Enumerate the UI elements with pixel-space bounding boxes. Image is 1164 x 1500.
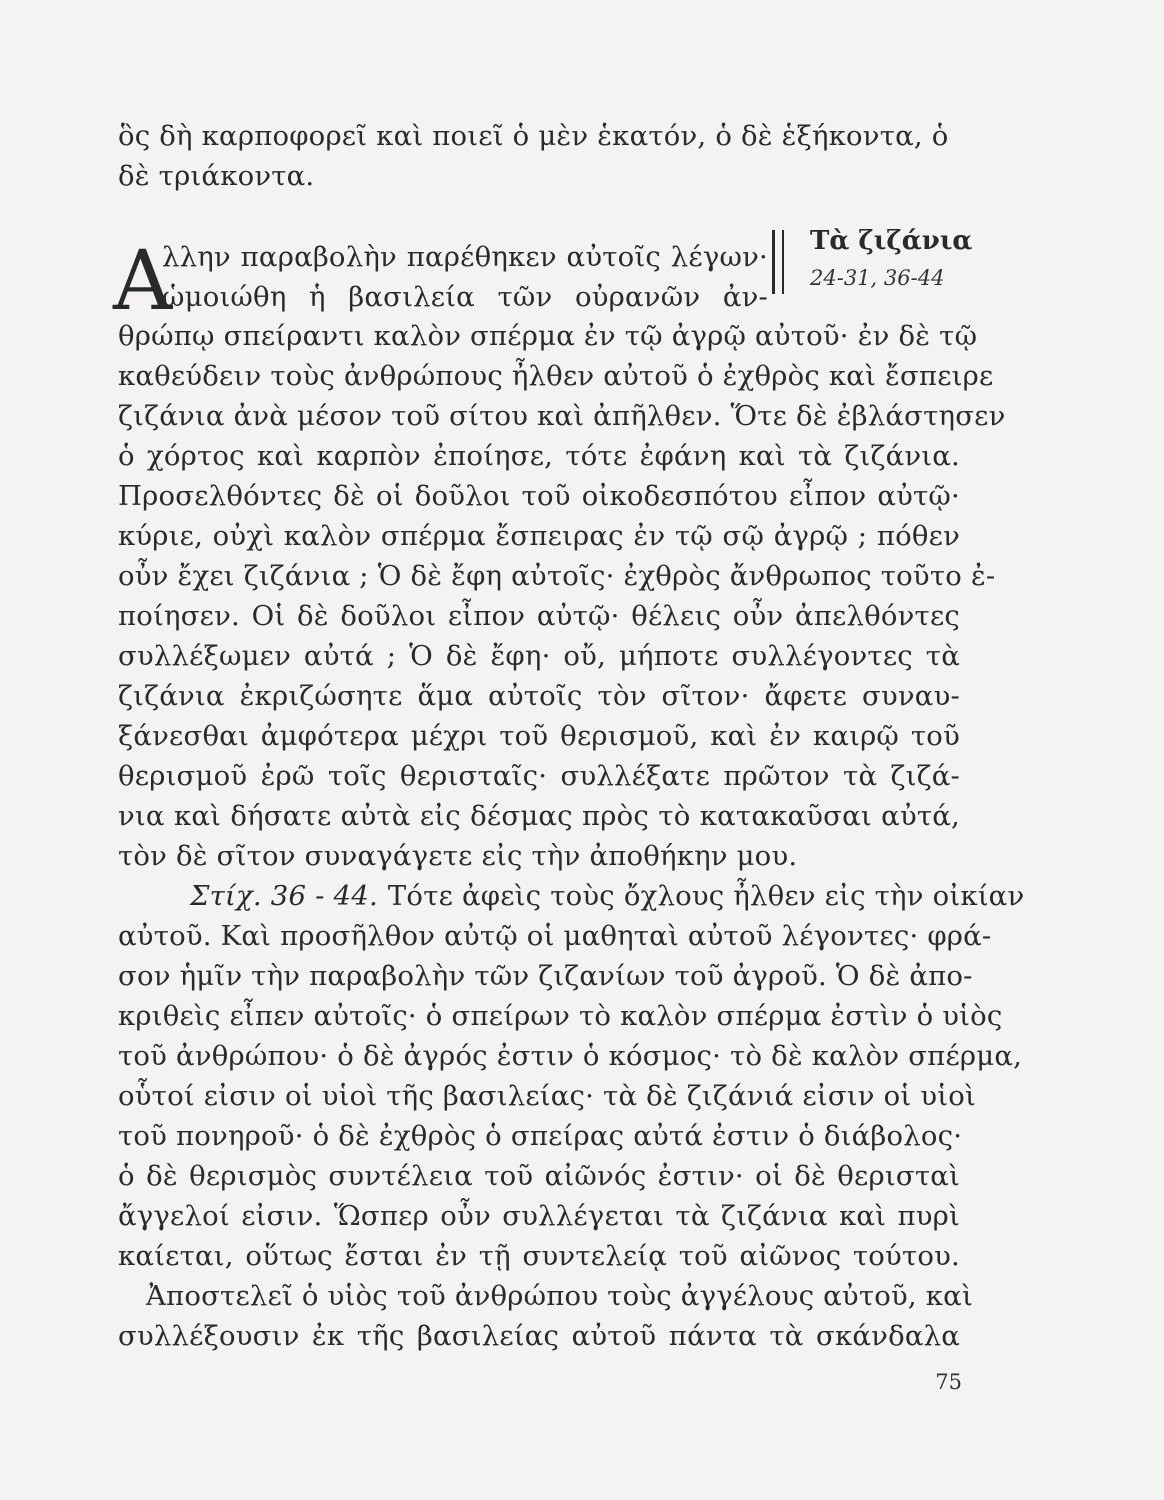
text-line-24: οὗτοί εἰσιν οἱ υἱοὶ τῆς βασιλείας· τὰ δὲ ζιζάνιά εἰσιν οἱ υἱοὶ: [118, 1080, 976, 1112]
text-line-1: ὃς δὴ καρποφορεῖ καὶ ποιεῖ ὁ μὲν ἑκατόν, ὁ δὲ ἑξήκοντα, ὁ: [118, 120, 949, 152]
text-line-4: ὡμοιώθη ἡ βασιλεία τῶν οὐρανῶν ἀν-: [162, 281, 768, 313]
text-line-8: ὁ χόρτος καὶ καρπὸν ἐποίησε, τότε ἐφάνη καὶ τὰ ζιζάνια.: [118, 440, 960, 472]
margin-rule: [772, 230, 775, 294]
text-line-10: κύριε, οὐχὶ καλὸν σπέρμα ἔσπειρας ἐν τῷ σῷ ἀγρῷ ; πόθεν: [118, 520, 960, 552]
text-line-11: οὖν ἔχει ζιζάνια ; Ὁ δὲ ἔφη αὐτοῖς· ἐχθρὸς ἄνθρωπος τοῦτο ἐ-: [118, 560, 996, 592]
text-line-19-body: Τότε ἀφεὶς τοὺς ὄχλους ἦλθεν εἰς τὴν οἰκίαν: [387, 880, 1025, 912]
text-line-30: συλλέξουσιν ἐκ τῆς βασιλείας αὐτοῦ πάντα τὰ σκάνδαλα: [118, 1320, 960, 1352]
text-line-22: κριθεὶς εἶπεν αὐτοῖς· ὁ σπείρων τὸ καλὸν σπέρμα ἐστὶν ὁ υἱὸς: [118, 1000, 1003, 1032]
margin-rule-thin: [782, 230, 784, 294]
text-line-7: ζιζάνια ἀνὰ μέσον τοῦ σίτου καὶ ἀπῆλθεν. Ὅτε δὲ ἐβλάστησεν: [118, 400, 1006, 432]
text-line-29: Ἀποστελεῖ ὁ υἱὸς τοῦ ἀνθρώπου τοὺς ἀγγέλους αὐτοῦ, καὶ: [146, 1280, 973, 1312]
page-number: 75: [935, 1370, 962, 1394]
verse-reference: Στίχ. 36 - 44.: [190, 880, 378, 912]
text-line-23: τοῦ ἀνθρώπου· ὁ δὲ ἀγρός ἐστιν ὁ κόσμος· τὸ δὲ καλὸν σπέρμα,: [118, 1040, 1023, 1072]
text-line-27: ἄγγελοί εἰσιν. Ὥσπερ οὖν συλλέγεται τὰ ζιζάνια καὶ πυρὶ: [118, 1200, 960, 1232]
margin-note-title: Τὰ ζιζάνια: [810, 226, 973, 256]
text-line-20: αὐτοῦ. Καὶ προσῆλθον αὐτῷ οἱ μαθηταὶ αὐτοῦ λέγοντες· φρά-: [118, 920, 992, 952]
margin-note-reference: 24-31, 36-44: [810, 266, 945, 290]
text-line-6: καθεύδειν τοὺς ἀνθρώπους ἦλθεν αὐτοῦ ὁ ἐχθρὸς καὶ ἔσπειρε: [118, 360, 994, 392]
text-line-26: ὁ δὲ θερισμὸς συντέλεια τοῦ αἰῶνός ἐστιν· οἱ δὲ θερισταὶ: [118, 1160, 960, 1192]
margin-note: [772, 222, 973, 300]
text-line-14: ζιζάνια ἐκριζώσητε ἅμα αὐτοῖς τὸν σῖτον· ἄφετε συναυ-: [118, 680, 960, 712]
text-line-13: συλλέξωμεν αὐτά ; Ὁ δὲ ἔφη· οὔ, μήποτε συλλέγοντες τὰ: [118, 640, 960, 672]
text-line-21: σον ἡμῖν τὴν παραβολὴν τῶν ζιζανίων τοῦ ἀγροῦ. Ὁ δὲ ἀπο-: [118, 960, 973, 992]
drop-cap: Α: [113, 234, 173, 329]
text-line-19: [118, 876, 1025, 916]
text-line-9: Προσελθόντες δὲ οἱ δοῦλοι τοῦ οἰκοδεσπότου εἶπον αὐτῷ·: [118, 480, 960, 512]
text-line-25: τοῦ πονηροῦ· ὁ δὲ ἐχθρὸς ὁ σπείρας αὐτά ἐστιν ὁ διάβολος·: [118, 1120, 963, 1152]
text-line-5: θρώπῳ σπείραντι καλὸν σπέρμα ἐν τῷ ἀγρῷ αὐτοῦ· ἐν δὲ τῷ: [118, 320, 978, 352]
text-line-18: τὸν δὲ σῖτον συναγάγετε εἰς τὴν ἀποθήκην μου.: [118, 840, 798, 872]
text-line-3: λλην παραβολὴν παρέθηκεν αὐτοῖς λέγων·: [162, 241, 768, 273]
text-line-17: νια καὶ δήσατε αὐτὰ εἰς δέσμας πρὸς τὸ κατακαῦσαι αὐτά,: [118, 800, 960, 832]
text-line-15: ξάνεσθαι ἀμφότερα μέχρι τοῦ θερισμοῦ, καὶ ἐν καιρῷ τοῦ: [118, 720, 960, 752]
text-line-2: δὲ τριάκοντα.: [118, 160, 315, 192]
text-line-16: θερισμοῦ ἐρῶ τοῖς θερισταῖς· συλλέξατε πρῶτον τὰ ζιζά-: [118, 760, 960, 792]
text-line-28: καίεται, οὕτως ἔσται ἐν τῇ συντελείᾳ τοῦ αἰῶνος τούτου.: [118, 1240, 960, 1272]
text-line-12: ποίησεν. Οἱ δὲ δοῦλοι εἶπον αὐτῷ· θέλεις οὖν ἀπελθόντες: [118, 600, 960, 632]
